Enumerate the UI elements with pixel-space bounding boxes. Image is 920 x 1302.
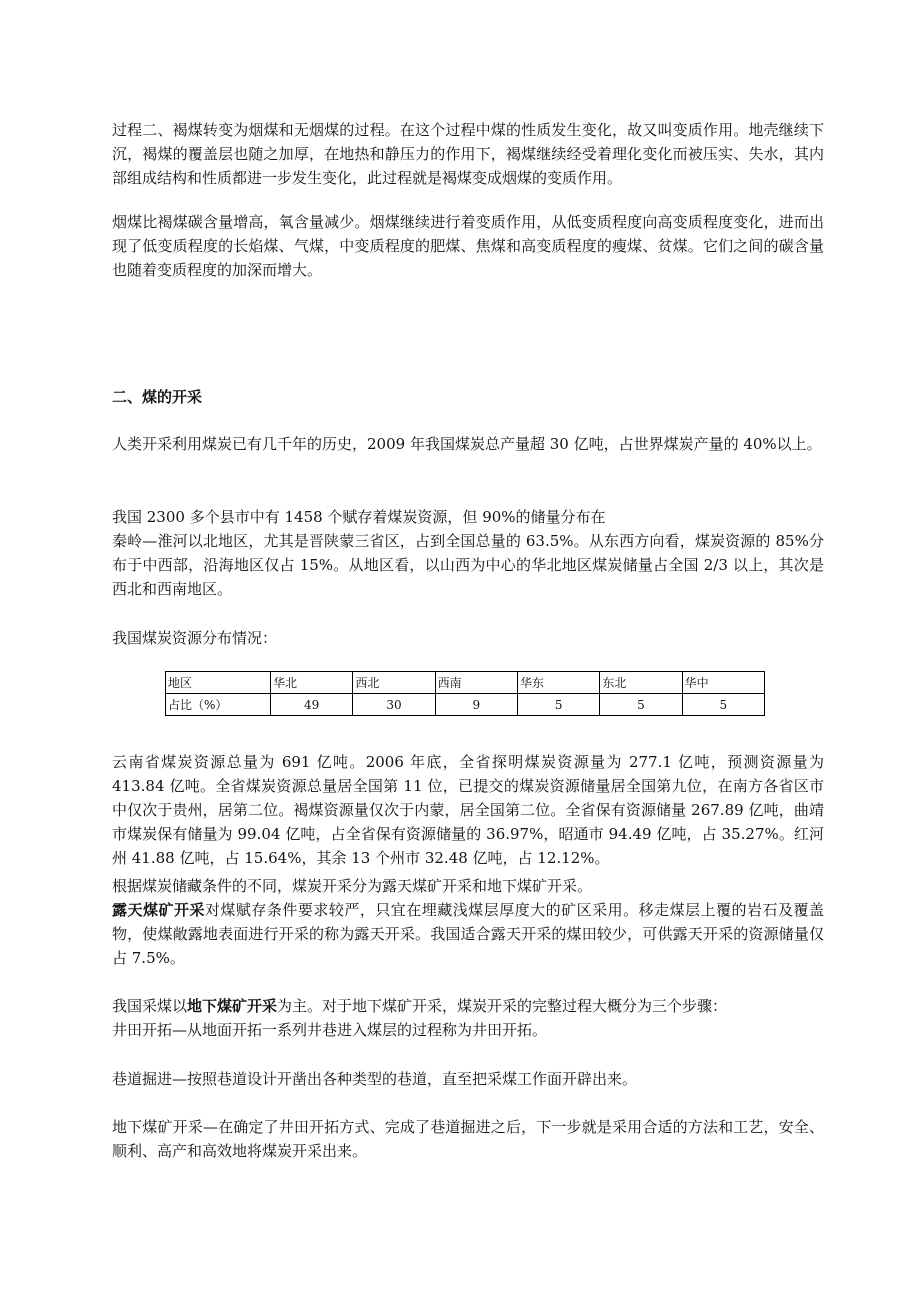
paragraph-underground-mining <box>112 994 824 1042</box>
table-cell: 30 <box>353 694 435 716</box>
paragraph-mining-types: 根据煤炭储藏条件的不同，煤炭开采分为露天煤矿开采和地下煤矿开采。 <box>112 877 593 895</box>
paragraph-distribution-intro <box>112 505 824 601</box>
table-caption: 我国煤炭资源分布情况： <box>112 629 278 647</box>
paragraph-distribution-rest: 秦岭—淮河以北地区，尤其是晋陕蒙三省区，占到全国总量的 63.5%。从东西方向看，煤炭资源的 85%分布于中西部，沿海地区仅占 15%。从地区看，以山西为中心的华北地区煤炭储量占全国 2/3 以上，其次是西北和西南地区。 <box>112 532 824 598</box>
table-cell: 5 <box>682 694 764 716</box>
underground-description: 为主。对于地下煤矿开采，煤炭开采的完整过程大概分为三个步骤： <box>277 997 728 1015</box>
paragraph-roadway-driving: 巷道掘进—按照巷道设计开凿出各种类型的巷道，直至把采煤工作面开辟出来。 <box>112 1070 638 1088</box>
paragraph-coal-history: 人类开采利用煤炭已有几千年的历史，2009 年我国煤炭总产量超 30 亿吨，占世界煤炭产量的 40%以上。 <box>112 435 822 453</box>
open-pit-description: 对煤赋存条件要求较严，只宜在埋藏浅煤层厚度大的矿区采用。移走煤层上覆的岩石及覆盖物，使煤敞露地表面进行开采的称为露天开采。我国适合露天开采的煤田较少，可供露天开采的资源储量仅占 7.5%。 <box>112 901 824 967</box>
paragraph-distribution-line1: 我国 2300 多个县市中有 1458 个赋存着煤炭资源，但 90%的储量分布在 <box>112 508 606 526</box>
table-row <box>166 694 765 716</box>
coal-distribution-table <box>165 671 765 716</box>
table-row-label: 占比（%） <box>166 694 271 716</box>
paragraph-bituminous-coal: 烟煤比褐煤碳含量增高，氧含量减少。烟煤继续进行着变质作用，从低变质程度向高变质程度变化，进而出现了低变质程度的长焰煤、气煤，中变质程度的肥煤、焦煤和高变质程度的瘦煤、贫煤。它们之间的碳含量也随着变质程度的加深而增大。 <box>112 213 824 279</box>
table-header-cell: 华北 <box>271 672 353 694</box>
table-cell: 49 <box>271 694 353 716</box>
underground-prefix: 我国采煤以 <box>112 997 188 1015</box>
table-header-cell: 西南 <box>435 672 517 694</box>
open-pit-term: 露天煤矿开采 <box>112 901 205 919</box>
table-cell: 5 <box>517 694 599 716</box>
section-heading-coal-mining: 二、煤的开采 <box>112 388 203 406</box>
table-header-cell: 华中 <box>682 672 764 694</box>
paragraph-yunnan-resources: 云南省煤炭资源总量为 691 亿吨。2006 年底，全省探明煤炭资源量为 277.1 亿吨，预测资源量为 413.84 亿吨。全省煤炭资源总量居全国第 11 位，已提交的煤炭资源储量居全国第九位，在南方各省区市中仅次于贵州，居第二位。褐煤资源量仅次于内蒙，居全国第二位。全省保有资源储量 267.89 亿吨，曲靖市煤炭保有储量为 99.04 亿吨，占全省保有资源储量的 36.97%，昭通市 94.49 亿吨，占 35.27%。红河州 41.88 亿吨，占 15.64%，其余 13 个州市 32.48 亿吨，占 12.12%。 <box>112 753 824 867</box>
underground-term: 地下煤矿开采 <box>187 997 278 1015</box>
table-header-cell: 西北 <box>353 672 435 694</box>
table-header-row <box>166 672 765 694</box>
paragraph-underground-extraction: 地下煤矿开采—在确定了井田开拓方式、完成了巷道掘进之后，下一步就是采用合适的方法和工艺，安全、顺利、高产和高效地将煤炭开采出来。 <box>112 1118 824 1160</box>
table-header-cell: 华东 <box>517 672 599 694</box>
paragraph-open-pit-mining <box>112 898 824 970</box>
table-header-cell: 地区 <box>166 672 271 694</box>
table-cell: 5 <box>600 694 682 716</box>
step-shaft-development: 井田开拓—从地面开拓一系列井巷进入煤层的过程称为井田开拓。 <box>112 1021 548 1039</box>
table-cell: 9 <box>435 694 517 716</box>
paragraph-metamorphism-process: 过程二、褐煤转变为烟煤和无烟煤的过程。在这个过程中煤的性质发生变化，故又叫变质作用。地壳继续下沉，褐煤的覆盖层也随之加厚，在地热和静压力的作用下，褐煤继续经受着理化变化而被压实、失水，其内部组成结构和性质都进一步发生变化，此过程就是褐煤变成烟煤的变质作用。 <box>112 121 824 187</box>
table-header-cell: 东北 <box>600 672 682 694</box>
